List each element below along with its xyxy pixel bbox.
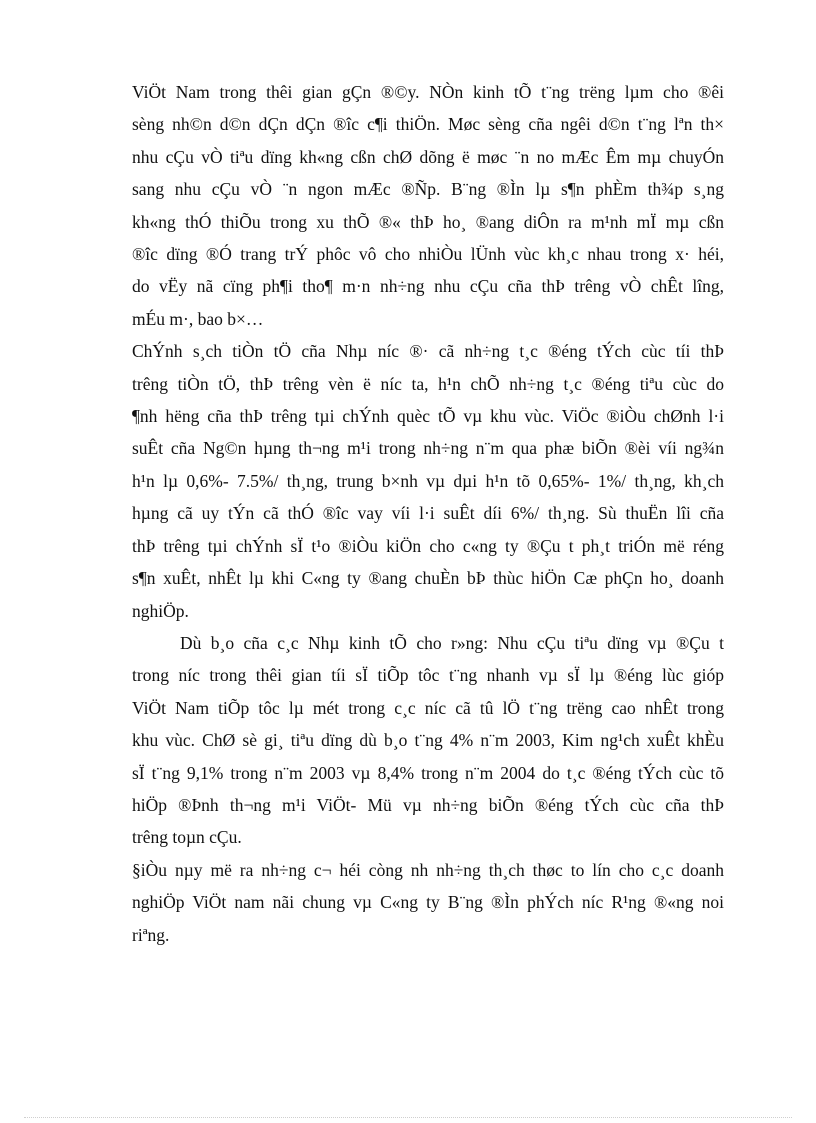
text-line: trêng tiÒn tÖ, thÞ trêng vèn ë níc ta, h¹n chÕ nh÷ng t¸c ®éng tiªu cùc do	[132, 373, 724, 394]
paragraph-4	[132, 854, 724, 951]
text-line: hiÖp ®Þnh th¬ng m¹i ViÖt- Mü vµ nh÷ng biÕn ®éng tÝch cùc cña thÞ	[132, 794, 724, 815]
text-line: thÞ trêng tµi chÝnh sÏ t¹o ®iÒu kiÖn cho c«ng ty ®Çu t ph¸t triÓn më réng	[132, 535, 724, 556]
text-line: s¶n xuÊt, nhÊt lµ khi C«ng ty ®ang chuÈn bÞ thùc hiÖn Cæ phÇn ho¸ doanh	[132, 568, 724, 589]
text-line: do vËy nã cïng ph¶i tho¶ m·n nh÷ng nhu cÇu cña thÞ trêng vÒ chÊt lîng,	[132, 276, 724, 297]
text-line: kh«ng thÓ thiÕu trong xu thÕ ®« thÞ ho¸ ®ang diÔn ra m¹nh mÏ mµ cßn	[132, 211, 724, 232]
text-line: §iÒu nµy më ra nh÷ng c¬ héi còng nh nh÷ng th¸ch thøc to lín cho c¸c doanh	[132, 859, 724, 880]
text-line: khu vùc. ChØ sè gi¸ tiªu dïng dù b¸o t¨ng 4% n¨m 2003, Kim ng¹ch xuÊt khÈu	[132, 730, 724, 751]
text-line: riªng.	[132, 924, 170, 945]
paragraph-1	[132, 76, 724, 335]
text-line: trêng toµn cÇu.	[132, 827, 242, 848]
text-line: h¹n lµ 0,6%- 7.5%/ th¸ng, trung b×nh vµ dµi h¹n tõ 0,65%- 1%/ th¸ng, kh¸ch	[132, 470, 724, 491]
text-line: sèng nh©n d©n dÇn dÇn ®îc c¶i thiÖn. Møc sèng cña ngêi d©n t¨ng lªn th×	[132, 114, 724, 135]
text-line: ViÖt Nam tiÕp tôc lµ mét trong c¸c níc cã tû lÖ t¨ng trëng cao nhÊt trong	[132, 697, 724, 718]
text-line: nghiÖp.	[132, 600, 189, 621]
text-line: Dù b¸o cña c¸c Nhµ kinh tÕ cho r»ng: Nhu cÇu tiªu dïng vµ ®Çu t	[180, 632, 724, 653]
text-line: sÏ t¨ng 9,1% trong n¨m 2003 vµ 8,4% trong n¨m 2004 do t¸c ®éng tÝch cùc tõ	[132, 762, 724, 783]
text-line: ViÖt Nam trong thêi gian gÇn ®©y. NÒn kinh tÕ t¨ng trëng lµm cho ®êi	[132, 82, 724, 102]
text-line: ®îc dïng ®Ó trang trÝ phôc vô cho nhiÒu lÜnh vùc kh¸c nhau trong x· héi,	[132, 244, 724, 265]
text-line: ¶nh hëng cña thÞ trêng tµi chÝnh quèc tÕ vµ khu vùc. ViÖc ®iÒu chØnh l·i	[132, 406, 724, 427]
text-line: nhu cÇu vÒ tiªu dïng kh«ng cßn chØ dõng ë møc ¨n no mÆc Êm mµ chuyÓn	[132, 146, 724, 167]
text-line: ChÝnh s¸ch tiÒn tÖ cña Nhµ níc ®· cã nh÷ng t¸c ®éng tÝch cùc tíi thÞ	[132, 341, 724, 362]
text-line: hµng cã uy tÝn cã thÓ ®îc vay víi l·i suÊt díi 6%/ th¸ng. Sù thuËn lîi cña	[132, 503, 724, 524]
paragraph-2	[132, 335, 724, 627]
paragraph-3	[132, 627, 724, 854]
text-line: mÉu m·, bao b×…	[132, 308, 264, 329]
page-bottom-rule	[24, 1117, 792, 1118]
body-text	[132, 76, 724, 951]
text-line: trong níc trong thêi gian tíi sÏ tiÕp tôc t¨ng nhanh vµ sÏ lµ ®éng lùc gióp	[132, 665, 724, 686]
text-line: nghiÖp ViÖt nam nãi chung vµ C«ng ty B¨ng ®Ìn phÝch níc R¹ng ®«ng noi	[132, 892, 724, 913]
text-line: sang nhu cÇu vÒ ¨n ngon mÆc ®Ñp. B¨ng ®Ìn lµ s¶n phÈm th¾p s¸ng	[132, 179, 724, 200]
text-line: suÊt cña Ng©n hµng th¬ng m¹i trong nh÷ng n¨m qua phæ biÕn ®èi víi ng¾n	[132, 438, 724, 459]
